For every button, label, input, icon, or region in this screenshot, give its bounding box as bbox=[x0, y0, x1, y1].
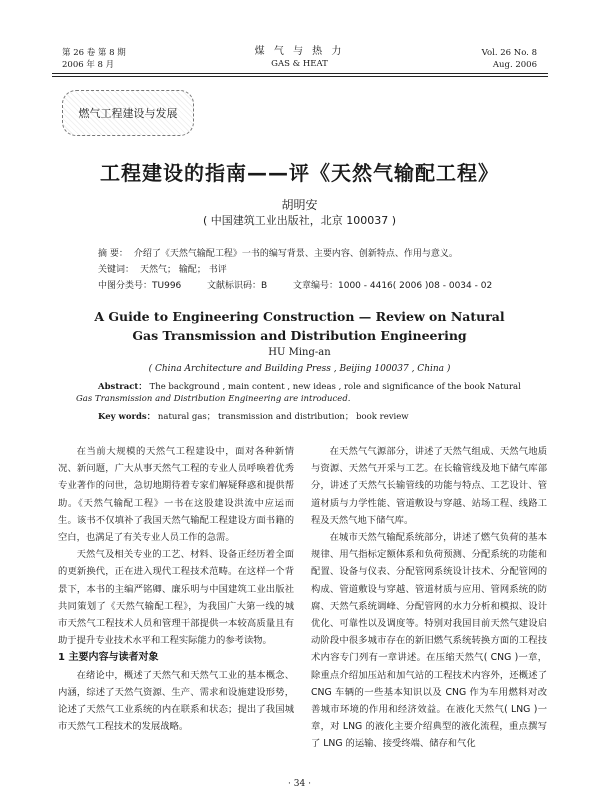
doc-code-value: B bbox=[261, 281, 268, 291]
clc-value: TU996 bbox=[152, 281, 182, 291]
author-en: HU Ming-an bbox=[268, 347, 331, 358]
article-title-en-line1: A Guide to Engineering Construction — Review on Natural bbox=[94, 309, 505, 324]
keywords-cn-label: 关键词： bbox=[98, 265, 135, 275]
keywords-en bbox=[98, 410, 409, 422]
header-volume-en: Vol. 26 No. 8 bbox=[481, 48, 537, 58]
right-column bbox=[311, 443, 547, 753]
keywords-en-label: Key words： bbox=[98, 412, 156, 422]
article-number-label: 文章编号： bbox=[292, 281, 338, 291]
header-rule-thin bbox=[52, 76, 548, 77]
header-rule bbox=[52, 73, 548, 74]
affiliation-cn: ( 中国建筑工业出版社，北京 100037 ) bbox=[202, 214, 397, 227]
abstract-en-line2: Gas Transmission and Distribution Engineering are introduced. bbox=[76, 394, 351, 404]
article-number-value: 1000 - 4416( 2006 )08 - 0034 - 02 bbox=[338, 281, 493, 291]
affiliation-en: ( China Architecture and Building Press , Beijing 100037 , China ) bbox=[148, 364, 451, 374]
left-paragraph-3: 在绪论中，概述了天然气和天然气工业的基本概念、内涵，综述了天然气资源、生产、需求和设施建设形势，论述了天然气工业系统的内在联系和状态；提出了我国城市天然气工程技术的发展战略。 bbox=[58, 669, 294, 733]
classification-line bbox=[98, 278, 492, 291]
article-title-cn: 工程建设的指南——评《天然气输配工程》 bbox=[100, 161, 499, 185]
left-paragraph-2: 天然气及相关专业的工艺、材料、设备正经历着全面的更新换代，正在进入现代工程技术范畴。在这样一个背景下，本书的主编严铭卿、廉乐明与中国建筑工业出版社共同策划了《天然气输配工程》，为我国广大第一线的城市天然气工程技术人员和管理干部提供一本较高质量且有助于提升专业技术水平和工程实际能力的参考读物。 bbox=[58, 549, 294, 647]
right-paragraph-1: 在天然气气源部分，讲述了天然气组成、天然气地质与资源、天然气开采与工艺。在长输管线及地下储气库部分，讲述了天然气长输管线的功能与特点、工艺设计、管道材质与力学性能、管道敷设与穿越、站场工程、线路工程及天然气地下储气库。 bbox=[311, 446, 547, 526]
section-heading: 1 主要内容与读者对象 bbox=[58, 652, 159, 664]
header-volume: 第 26 卷 第 8 期 bbox=[62, 48, 126, 58]
doc-code-label: 文献标识码： bbox=[207, 281, 262, 291]
abstract-cn-text: 介绍了《天然气输配工程》一书的编写背景、主要内容、创新特点、作用与意义。 bbox=[133, 249, 458, 259]
abstract-cn-label: 摘 要： bbox=[98, 249, 128, 259]
column-label: 燃气工程建设与发展 bbox=[78, 107, 178, 120]
article-title-en-line2: Gas Transmission and Distribution Engineering bbox=[132, 328, 467, 343]
abstract-en-line1 bbox=[98, 380, 521, 392]
keywords-en-text: natural gas； transmission and distribution； book review bbox=[157, 412, 409, 422]
author-cn: 胡明安 bbox=[281, 198, 318, 212]
header-date: 2006 年 8 月 bbox=[62, 60, 115, 70]
abstract-cn bbox=[98, 246, 458, 259]
clc-label: 中图分类号： bbox=[98, 281, 153, 291]
header-date-en: Aug. 2006 bbox=[492, 60, 537, 70]
page-number: · 34 · bbox=[288, 779, 311, 789]
left-column bbox=[58, 443, 294, 735]
abstract-en-text1: The background , main content , new ideas , role and significance of the book Natural bbox=[149, 382, 521, 392]
right-paragraph-2: 在城市天然气输配系统部分，讲述了燃气负荷的基本规律、用气指标定额体系和负荷预测、分配系统的功能和配置、设备与仪表、分配管网系统设计技术、分配管网的构成、管道敷设与穿越、管道材质与应用、管网系统的防腐、天然气系统调峰、分配管网的水力分析和模拟、设计优化、可靠性以及调度等。特别对我国目前天然气建设启动阶段中很多城市存在的新旧燃气系统转换方面的工程技术内容专门列有一章讲述。在压缩天然气( CNG )一章，除重点介绍加压站和加气站的工程技术内容外，还概述了 CNG 车辆的一些基本知识以及 CNG 作为车用燃料对改善城市环境的作用和经济效益。在液化天然气( LNG )一章，对 LNG 的液化主要介绍典型的液化流程，重点撰写了 LNG 的运输、接受终端、储存和气化 bbox=[311, 532, 547, 750]
abstract-en-label: Abstract： bbox=[98, 382, 147, 392]
column-label-box bbox=[62, 90, 194, 136]
keywords-cn-text: 天然气； 输配； 书评 bbox=[140, 265, 227, 275]
journal-name-cn: 煤 气 与 热 力 bbox=[254, 46, 345, 57]
left-paragraph-1: 在当前大规模的天然气工程建设中，面对各种新情况、新问题，广大从事天然气工程的专业人员呼唤着优秀专业著作的问世，急切地期待着专家们解疑释惑和提供帮助。《天然气输配工程》一书在这股建设洪流中应运而生。该书不仅填补了我国天然气输配工程建设方面书籍的空白，也满足了有关专业人员工作的急需。 bbox=[58, 446, 294, 544]
header-issue-info-en bbox=[482, 47, 537, 71]
journal-name-en: GAS & HEAT bbox=[271, 59, 328, 69]
keywords-cn bbox=[98, 262, 227, 275]
